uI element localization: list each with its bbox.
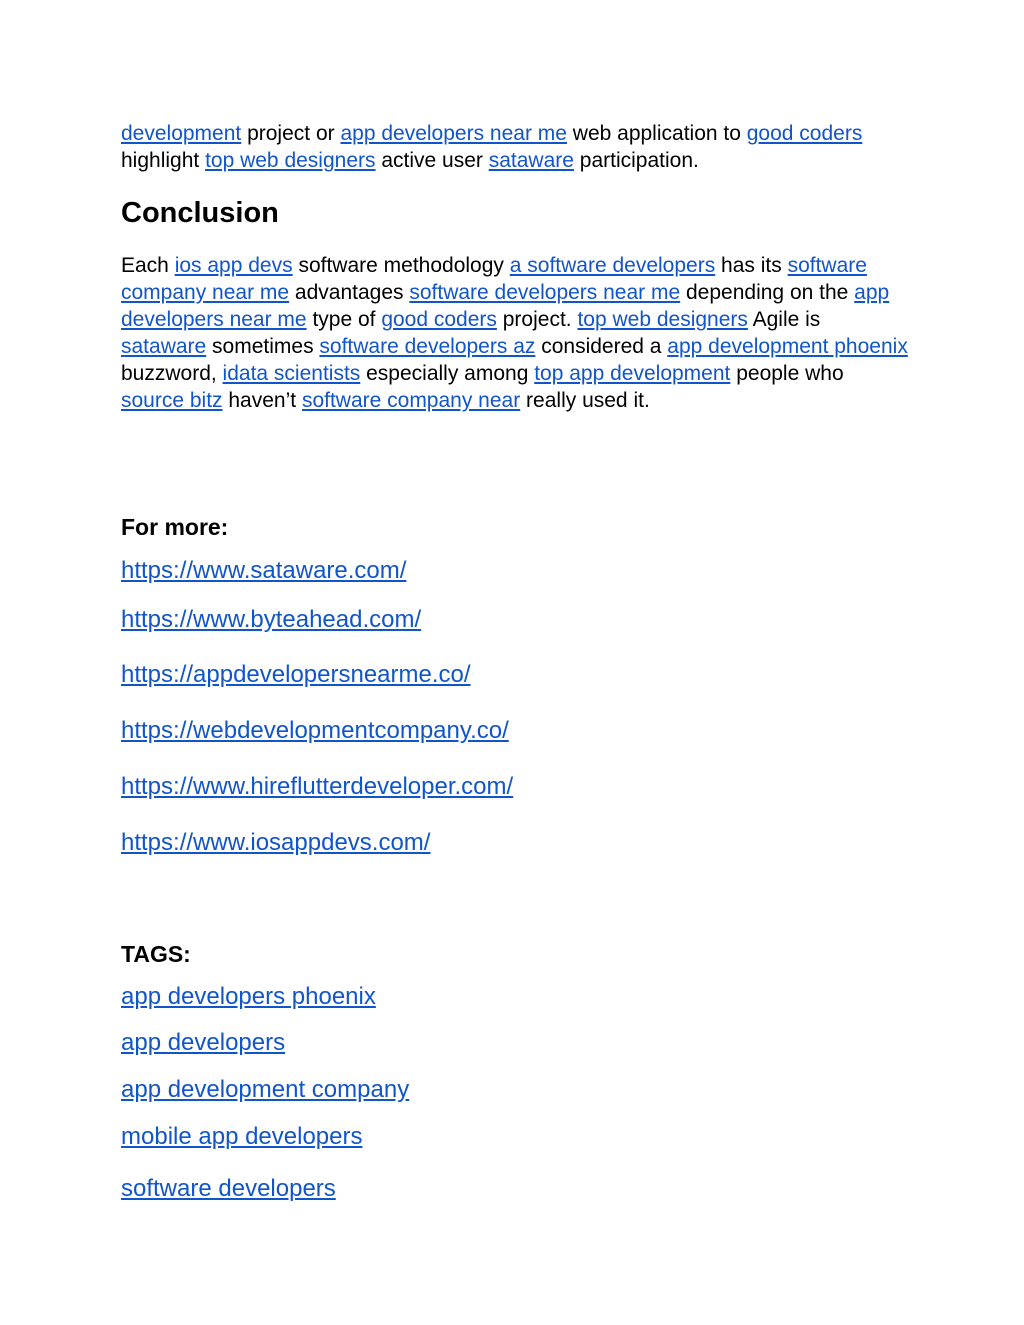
inline-link[interactable]: good coders — [381, 308, 497, 331]
for-more-heading: For more: — [121, 514, 229, 540]
more-link-iosappdevs[interactable]: https://www.iosappdevs.com/ — [121, 829, 431, 856]
tag-link[interactable]: mobile app developers — [121, 1123, 363, 1150]
paragraph-text: active user — [375, 149, 489, 172]
more-link-sataware[interactable]: https://www.sataware.com/ — [121, 557, 407, 584]
paragraph-text: especially among — [360, 362, 535, 385]
tags-heading: TAGS: — [121, 941, 191, 967]
more-link-webdevelopmentcompany[interactable]: https://webdevelopmentcompany.co/ — [121, 717, 509, 744]
inline-link[interactable]: good coders — [746, 122, 863, 145]
more-link-appdevelopersnearme[interactable]: https://appdevelopersnearme.co/ — [121, 661, 471, 688]
inline-link[interactable]: software company near me — [121, 254, 867, 304]
paragraph-text: considered a — [535, 335, 668, 358]
inline-link[interactable]: development — [121, 122, 242, 145]
inline-link[interactable]: a software developers — [509, 254, 716, 277]
inline-link[interactable]: software company near — [301, 389, 521, 412]
paragraph-text: depending on the — [680, 281, 855, 304]
inline-link[interactable]: app development phoenix — [667, 335, 908, 358]
tag-link[interactable]: app development company — [121, 1076, 410, 1103]
intro-paragraph — [121, 120, 911, 174]
more-link-byteahead[interactable]: https://www.byteahead.com/ — [121, 606, 422, 633]
inline-link[interactable]: top web designers — [577, 308, 748, 331]
paragraph-text: web application to — [566, 122, 747, 145]
tag-link[interactable]: software developers — [121, 1175, 336, 1202]
conclusion-heading: Conclusion — [121, 197, 279, 229]
inline-link[interactable]: software developers near me — [409, 281, 681, 304]
paragraph-text: really used it. — [520, 389, 650, 412]
paragraph-text: Agile is — [747, 308, 821, 331]
tag-link[interactable]: app developers — [121, 1029, 286, 1056]
inline-link[interactable]: sataware — [121, 335, 207, 358]
paragraph-text: type of — [306, 308, 382, 331]
paragraph-text: buzzword, — [121, 362, 223, 385]
inline-link[interactable]: idata scientists — [222, 362, 361, 385]
more-link-hireflutterdeveloper[interactable]: https://www.hireflutterdeveloper.com/ — [121, 773, 514, 800]
inline-link[interactable]: sataware — [488, 149, 574, 172]
inline-link[interactable]: top app development — [534, 362, 731, 385]
paragraph-text: people who — [730, 362, 844, 385]
inline-link[interactable]: app developers near me — [121, 281, 890, 331]
tag-link[interactable]: app developers phoenix — [121, 983, 376, 1010]
paragraph-text: participation. — [573, 149, 699, 172]
paragraph-text: has its — [715, 254, 788, 277]
inline-link[interactable]: software developers az — [319, 335, 536, 358]
paragraph-text: sometimes — [206, 335, 320, 358]
paragraph-text: project. — [496, 308, 578, 331]
paragraph-text: Each — [121, 254, 175, 277]
paragraph-text: highlight — [121, 149, 206, 172]
paragraph-text: haven’t — [222, 389, 302, 412]
paragraph-text: advantages — [289, 281, 410, 304]
inline-link[interactable]: source bitz — [121, 389, 223, 412]
paragraph-text: project or — [241, 122, 341, 145]
inline-link[interactable]: ios app devs — [174, 254, 293, 277]
paragraph-text: software methodology — [292, 254, 510, 277]
inline-link[interactable]: app developers near me — [340, 122, 567, 145]
conclusion-paragraph — [121, 252, 911, 414]
inline-link[interactable]: top web designers — [205, 149, 376, 172]
